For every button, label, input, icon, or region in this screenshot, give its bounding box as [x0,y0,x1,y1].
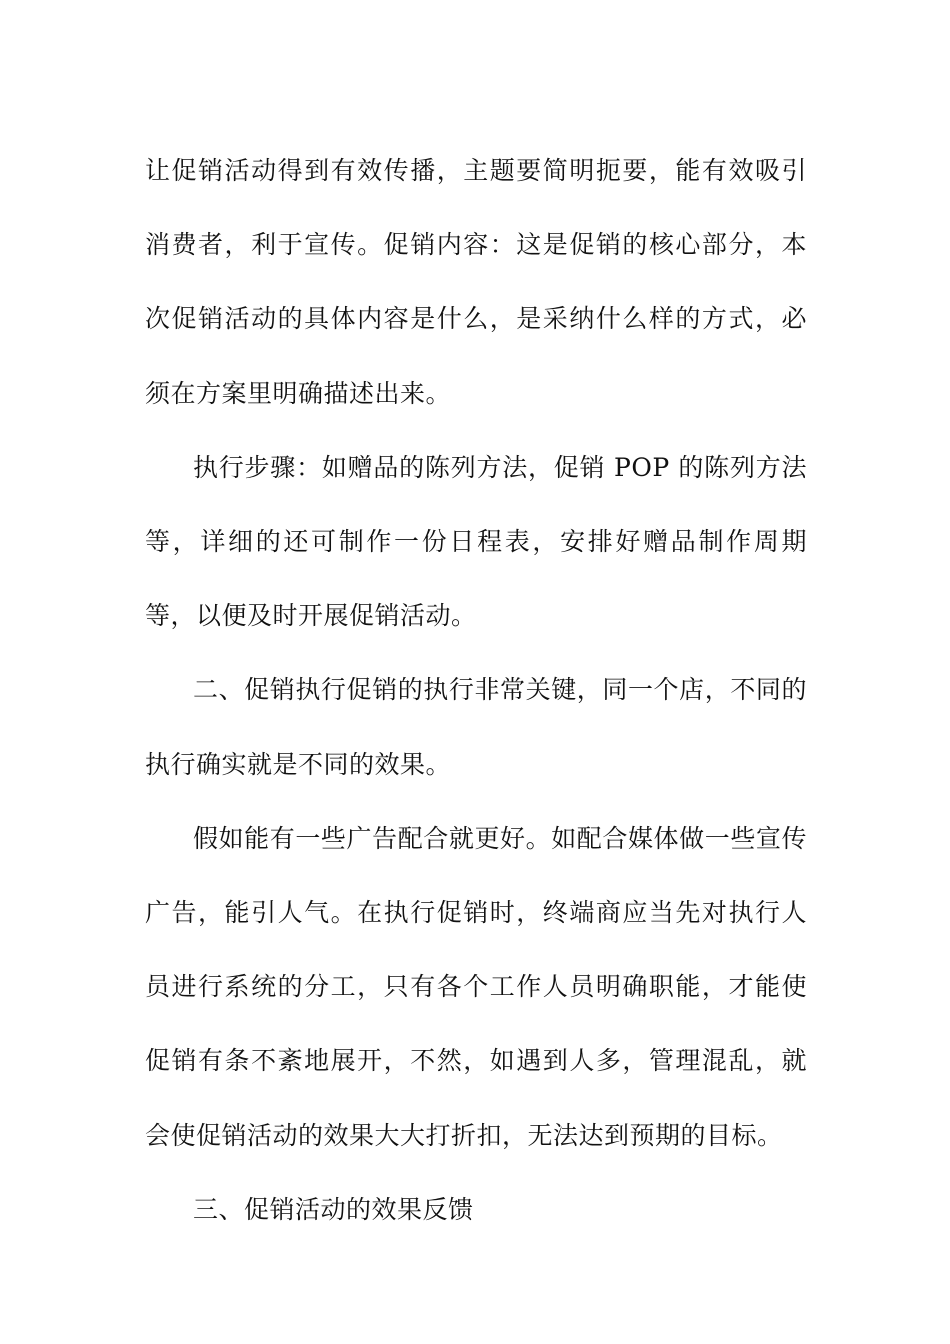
paragraph-execution-steps: 执行步骤：如赠品的陈列方法，促销 POP 的陈列方法等，详细的还可制作一份日程表，安排好赠品制作周期等，以便及时开展促销活动。 [145,452,807,631]
document-body [145,134,807,1247]
paragraph-promotion-content: 让促销活动得到有效传播，主题要简明扼要，能有效吸引消费者，利于宣传。促销内容：这是促销的核心部分，本次促销活动的具体内容是什么，是采纳什么样的方式，必须在方案里明确描述出来。 [145,156,807,408]
paragraph-section-two: 二、促销执行促销的执行非常关键，同一个店，不同的执行确实就是不同的效果。 [145,675,807,779]
paragraph-advertising: 假如能有一些广告配合就更好。如配合媒体做一些宣传广告，能引人气。在执行促销时，终端商应当先对执行人员进行系统的分工，只有各个工作人员明确职能，才能使促销有条不紊地展开，不然，如遇到人多，管理混乱，就会使促销活动的效果大大打折扣，无法达到预期的目标。 [145,823,807,1150]
section-heading-three: 三、促销活动的效果反馈 [193,1194,474,1224]
